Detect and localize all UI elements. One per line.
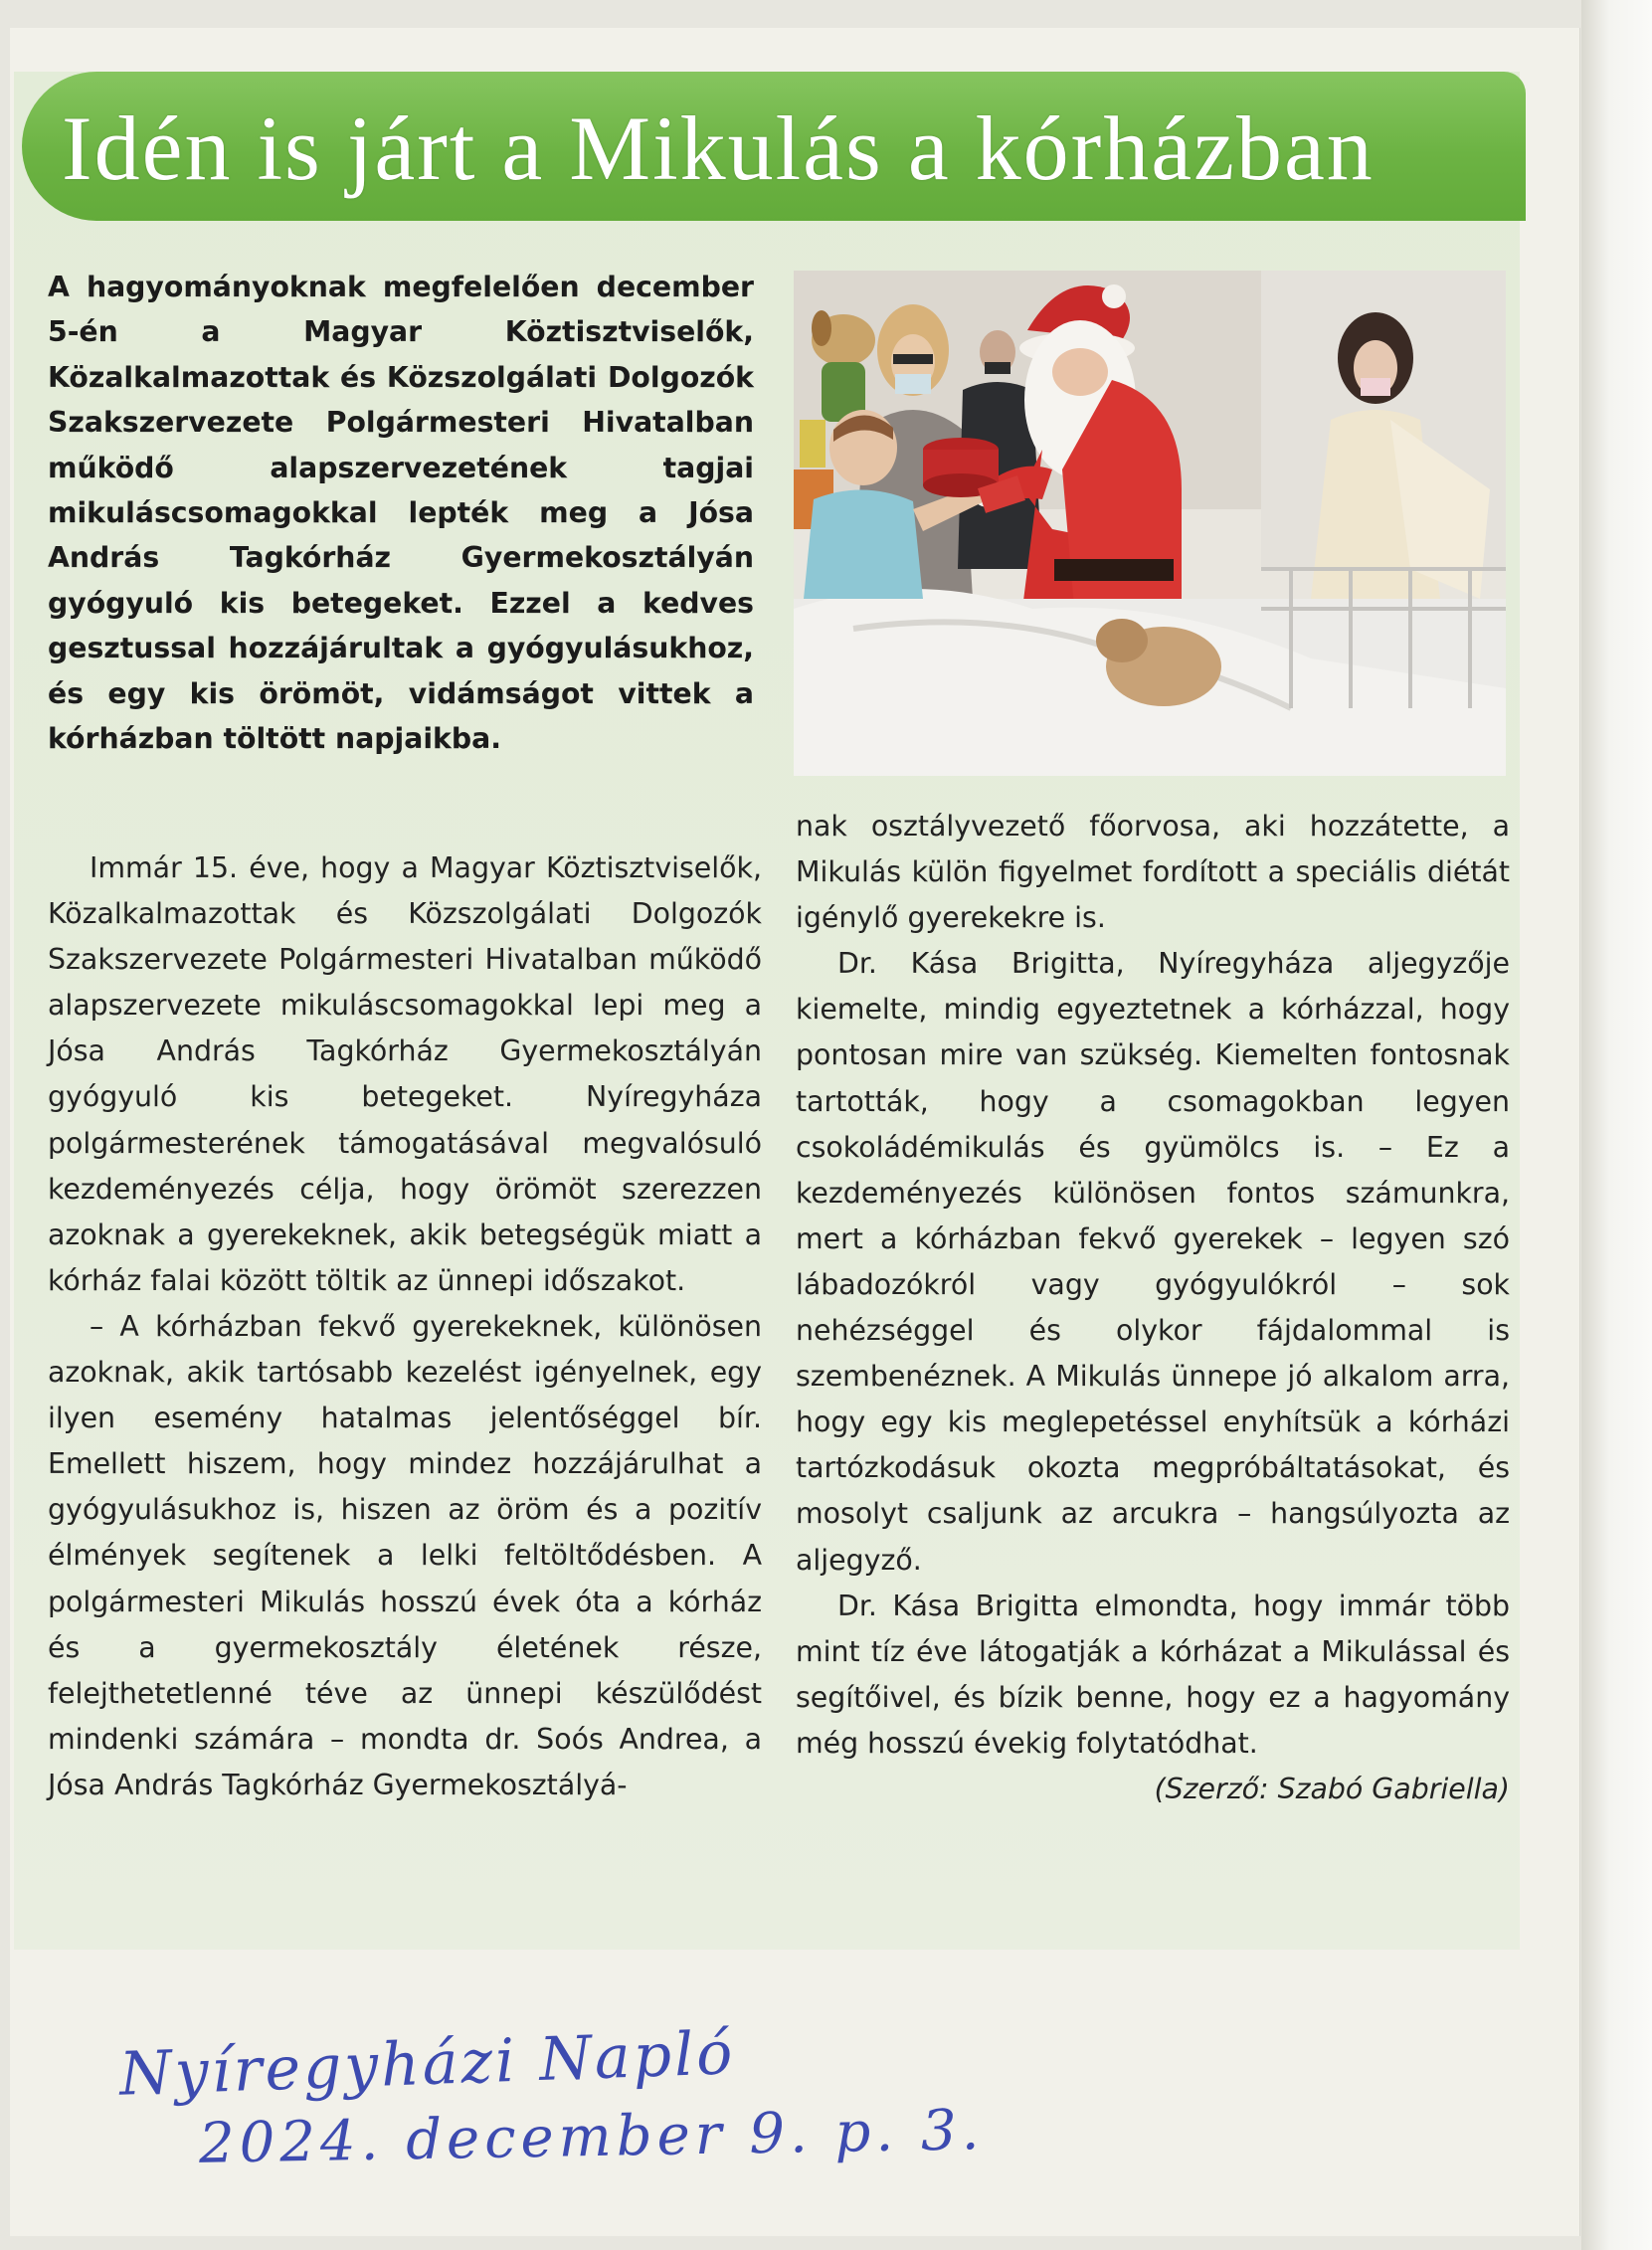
article-headline: Idén is járt a Mikulás a kórházban (62, 97, 1375, 199)
left-paragraph-2: – A kórházban fekvő gyerekeknek, különösen azoknak, akik tartósabb kezelést igényelnek, egy ilyen esemény hatalmas jelentőséggel bír. Emellett hiszem, hogy mindez hozzájárulhat a gyógyulásukhoz is, hiszen az öröm és a pozitív élmények segítenek a lelki feltöltődésben. A polgármesteri Mikulás hosszú évek óta a kórház és a gyermekosztály életének része, felejthetetlenné téve az ünnepi készülődést mindenki számára – mondta dr. Soós Andrea, a Jósa András Tagkórház Gyermekosztályá- (48, 1309, 762, 1801)
handwritten-date-page: 2024. december 9. p. 3. (198, 2098, 985, 2176)
right-paragraph-3: Dr. Kása Brigitta elmondta, hogy immár több mint tíz éve látogatják a kórházat a Mikulással és segítőivel, és bízik benne, hogy ez a hagyomány még hosszú évekig folytatódhat. (796, 1589, 1510, 1760)
scan-edge-shadow (1581, 0, 1652, 2250)
right-paragraph-2: Dr. Kása Brigitta, Nyíregyháza aljegyzője kiemelte, mindig egyeztetnek a kórházzal, hogy pontosan mire van szükség. Kiemelten fontosnak tartották, hogy a csomagokban legyen csokoládémikulás és gyümölcs is. – Ez a kezdeményezés különösen fontos számunkra, mert a kórházban fekvő gyerekek – legyen szó lábadozókról vagy gyógyulókról – sok nehézséggel és olykor fájdalommal is szembenéznek. A Mikulás ünnepe jó alkalom arra, hogy egy kis meglepetéssel enyhítsük a kórházi tartózkodásuk okozta megpróbáltatásokat, és mosolyt csaljunk az arcukra – hangsúlyozta az aljegyző. (796, 947, 1510, 1577)
article-left-column (48, 845, 762, 1808)
right-paragraph-1: nak osztályvezető főorvosa, aki hozzátette, a Mikulás külön figyelmet fordított a speciális diétát igénylő gyerekekre is. (796, 810, 1510, 935)
santa-visit-photo (794, 271, 1506, 776)
handwritten-source-note (117, 2018, 1014, 2178)
article-lead: A hagyományoknak megfelelően december 5-én a Magyar Köztisztviselők, Közalkalmazottak és Közszolgálati Dolgozók Szakszervezete Polgármesteri Hivatalban működő alapszervezetének tagjai mikuláscsomagokkal lepték meg a Jósa András Tagkórház Gyermekosztályán gyógyuló kis betegeket. Ezzel a kedves gesztussal hozzájárultak a gyógyulásukhoz, és egy kis örömöt, vidámságot vittek a kórházban töltött napjaikba. (48, 271, 754, 756)
left-paragraph-1: Immár 15. éve, hogy a Magyar Köztisztviselők, Közalkalmazottak és Közszolgálati Dolgozók Szakszervezete Polgármesteri Hivatalban működő alapszervezete mikuláscsomagokkal lepi meg a Jósa András Tagkórház Gyermekosztályán gyógyuló kis betegeket. Nyíregyháza polgármesterének támogatásával megvalósuló kezdeményezés célja, hogy örömöt szerezzen azoknak a gyerekeknek, akik betegségük miatt a kórház falai között töltik az ünnepi időszakot. (48, 851, 762, 1297)
article-right-column (796, 804, 1510, 1812)
article-photo (794, 271, 1506, 776)
article-byline: (Szerző: Szabó Gabriella) (1154, 1772, 1510, 1805)
headline-banner (22, 72, 1526, 221)
handwritten-publication: Nyíregyházi Napló (117, 2018, 737, 2110)
